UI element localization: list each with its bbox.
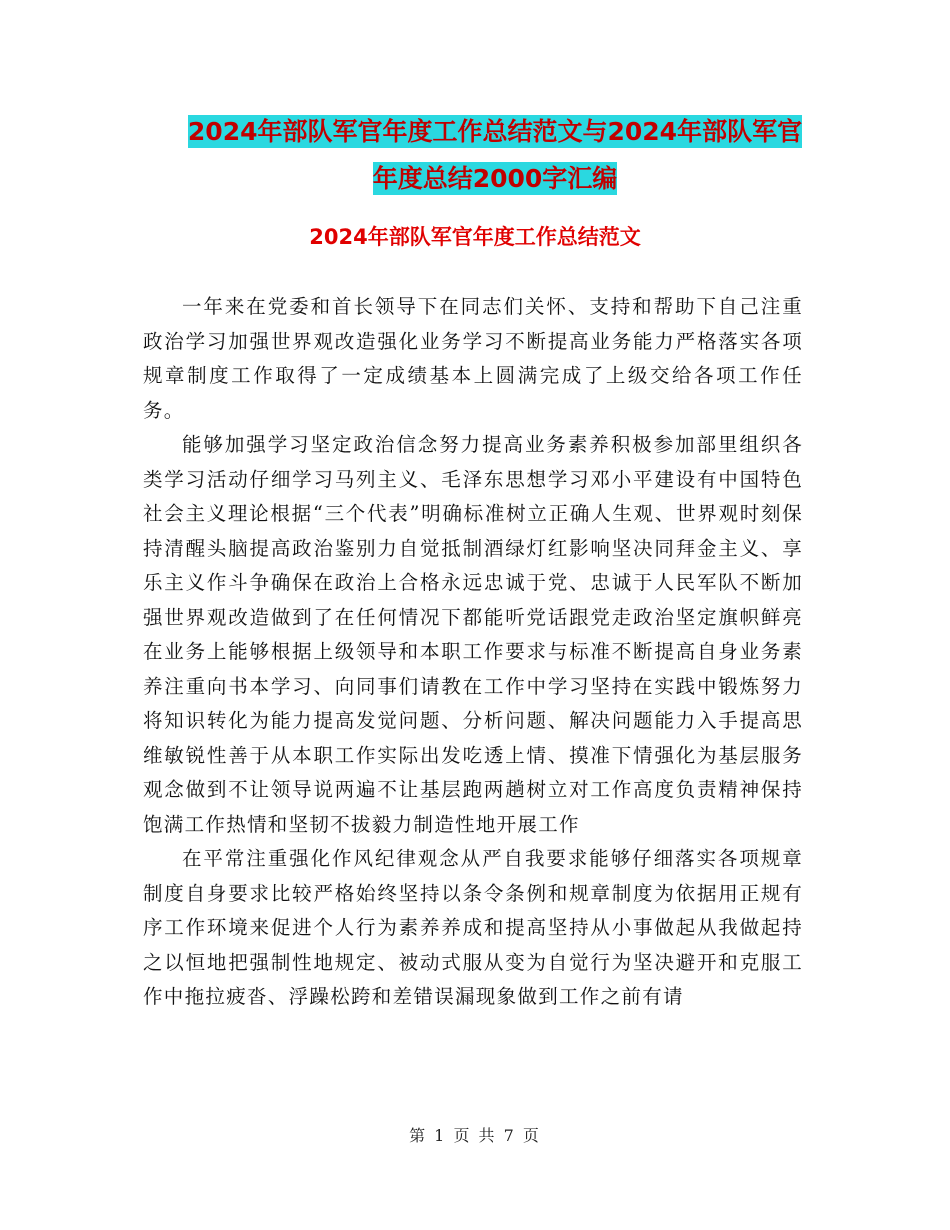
page-footer: 第 1 页 共 7 页	[409, 1126, 541, 1145]
paragraph-1: 一年来在党委和首长领导下在同志们关怀、支持和帮助下自己注重政治学习加强世界观改造强化业务学习不断提高业务能力严格落实各项规章制度工作取得了一定成绩基本上圆满完成了上级交给各项工作任务。	[143, 295, 803, 422]
section-title: 2024年部队军官年度工作总结范文	[309, 225, 641, 249]
paragraph-3: 在平常注重强化作风纪律观念从严自我要求能够仔细落实各项规章制度自身要求比较严格始终坚持以条令条例和规章制度为依据用正规有序工作环境来促进个人行为素养养成和提高坚持从小事做起从我做起持之以恒地把强制性地规定、被动式服从变为自觉行为坚决避开和克服工作中拖拉疲沓、浮躁松跨和差错误漏现象做到工作之前有请	[143, 847, 803, 1008]
title-line-1: 2024年部队军官年度工作总结范文与2024年部队军官	[187, 117, 803, 146]
document-title	[150, 108, 840, 202]
body-text	[143, 290, 803, 1015]
title-line-2: 年度总结2000字汇编	[372, 164, 618, 193]
paragraph-2: 能够加强学习坚定政治信念努力提高业务素养积极参加部里组织各类学习活动仔细学习马列主义、毛泽东思想学习邓小平建设有中国特色社会主义理论根据“三个代表”明确标准树立正确人生观、世界观时刻保持清醒头脑提高政治鉴别力自觉抵制酒绿灯红影响坚决同拜金主义、享乐主义作斗争确保在政治上合格永远忠诚于党、忠诚于人民军队不断加强世界观改造做到了在任何情况下都能听党话跟党走政治坚定旗帜鲜亮在业务上能够根据上级领导和本职工作要求与标准不断提高自身业务素养注重向书本学习、向同事们请教在工作中学习坚持在实践中锻炼努力将知识转化为能力提高发觉问题、分析问题、解决问题能力入手提高思维敏锐性善于从本职工作实际出发吃透上情、摸准下情强化为基层服务观念做到不让领导说两遍不让基层跑两趟树立对工作高度负责精神保持饱满工作热情和坚韧不拔毅力制造性地开展工作	[143, 433, 803, 836]
